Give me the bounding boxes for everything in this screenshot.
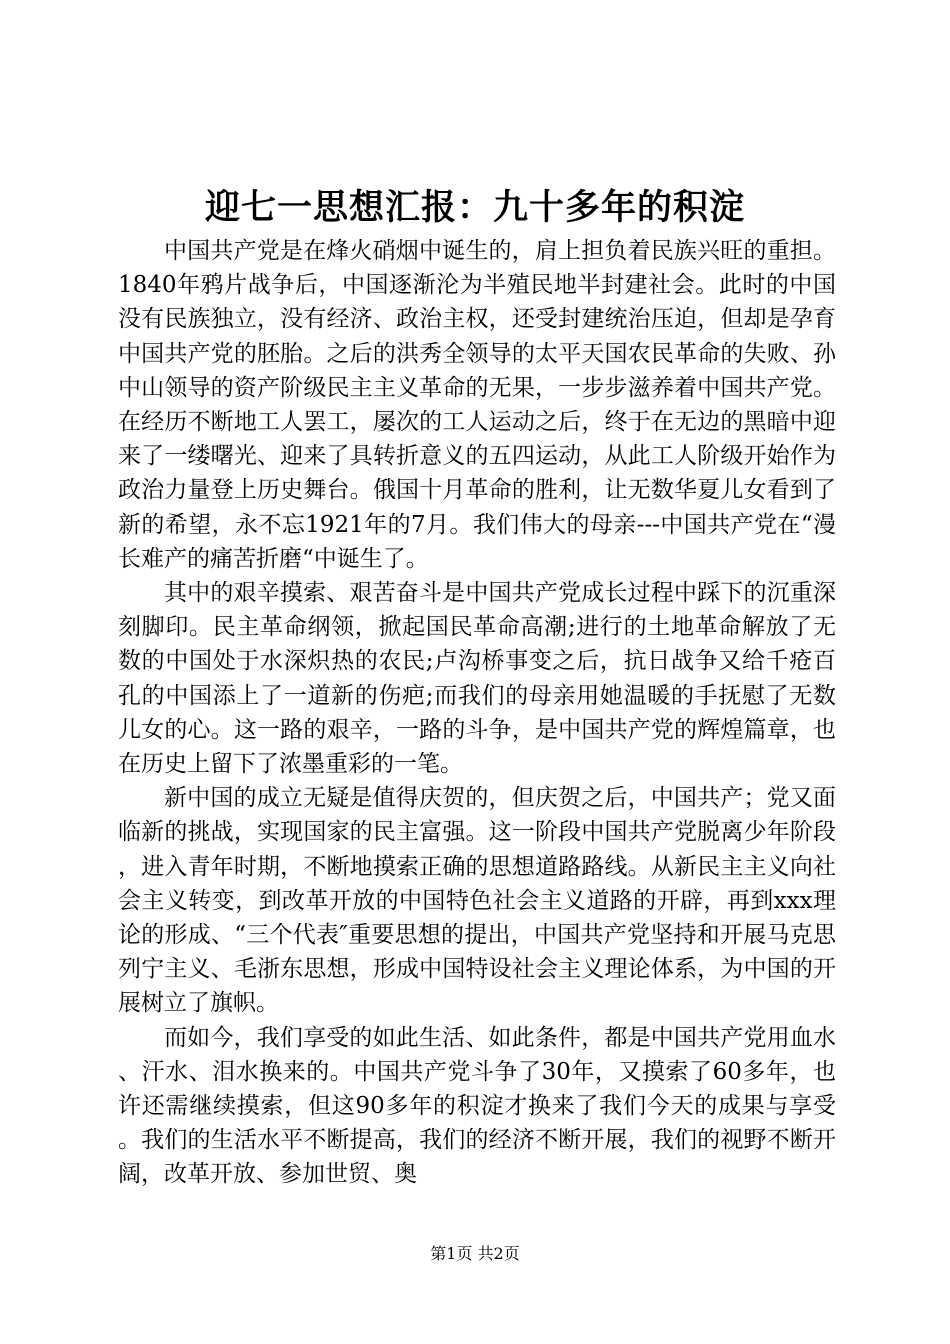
paragraph: 其中的艰辛摸索、艰苦奋斗是中国共产党成长过程中踩下的沉重深刻脚印。民主革命纲领，掀起国民革命高潮;进行的土地革命解放了无数的中国处于水深炽热的农民;卢沟桥事变之后，抗日战争又给千疮百孔的中国添上了一道新的伤疤;而我们的母亲用她温暖的手抚慰了无数儿女的心。这一路的艰辛，一路的斗争，是中国共产党的辉煌篇章，也在历史上留下了浓墨重彩的一笔。 [118, 580, 836, 778]
paragraph: 中国共产党是在烽火硝烟中诞生的，肩上担负着民族兴旺的重担。1840年鸦片战争后，中国逐渐沦为半殖民地半封建社会。此时的中国没有民族独立，没有经济、政治主权，还受封建统治压迫，但却是孕育中国共产党的胚胎。之后的洪秀全领导的太平天国农民革命的失败、孙中山领导的资产阶级民主主义革命的无果，一步步滋养着中国共产党。在经历不断地工人罢工，屡次的工人运动之后，终于在无边的黑暗中迎来了一缕曙光、迎来了具转折意义的五四运动，从此工人阶级开始作为政治力量登上历史舞台。俄国十月革命的胜利，让无数华夏儿女看到了新的希望，永不忘1921年的7月。我们伟大的母亲---中国共产党在“漫长难产的痛苦折磨“中诞生了。 [118, 238, 836, 572]
paragraph: 新中国的成立无疑是值得庆贺的，但庆贺之后，中国共产；党又面临新的挑战，实现国家的民主富强。这一阶段中国共产党脱离少年阶段，进入青年时期，不断地摸索正确的思想道路路线。从新民主主义向社会主义转变，到改革开放的中国特色社会主义道路的开辟，再到xxx理论的形成、“三个代表″重要思想的提出，中国共产党坚持和开展马克思列宁主义、毛浙东思想，形成中国特设社会主义理论体系，为中国的开展树立了旗帜。 [118, 785, 836, 1017]
page-number-footer: 第1页 共2页 [430, 1244, 520, 1263]
document-title: 迎七一思想汇报：九十多年的积淀 [204, 188, 745, 228]
document-body [118, 234, 836, 1192]
paragraph: 而如今，我们享受的如此生活、如此条件，都是中国共产党用血水、汗水、泪水换来的。中国共产党斗争了30年，又摸索了60多年，也许还需继续摸索，但这90多年的积淀才换来了我们今天的成果与享受。我们的生活水平不断提高，我们的经济不断开展，我们的视野不断开阔，改革开放、参加世贸、奥 [118, 1024, 836, 1188]
